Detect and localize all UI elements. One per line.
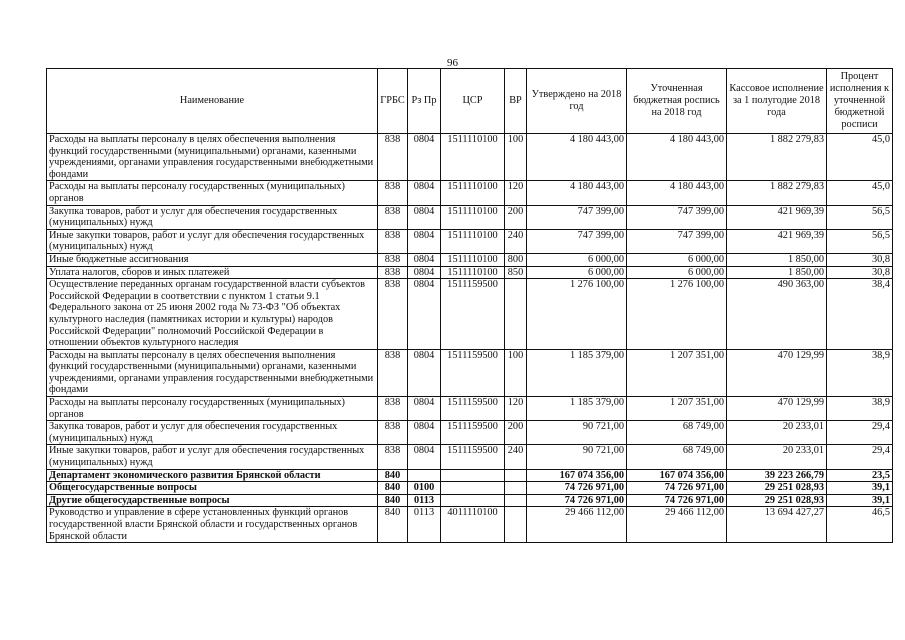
cell-rzpr: 0804	[408, 134, 441, 181]
cell-grbs: 840	[378, 469, 408, 482]
cell-refined: 167 074 356,00	[627, 469, 727, 482]
table-row	[47, 482, 893, 495]
table-row	[47, 397, 893, 421]
cell-csr: 1511110100	[441, 205, 505, 229]
cell-cash: 421 969,39	[727, 205, 827, 229]
table-row	[47, 421, 893, 445]
cell-csr: 1511159500	[441, 397, 505, 421]
cell-rzpr	[408, 469, 441, 482]
cell-grbs: 838	[378, 266, 408, 279]
cell-refined: 6 000,00	[627, 253, 727, 266]
cell-rzpr: 0804	[408, 253, 441, 266]
cell-name: Иные закупки товаров, работ и услуг для обеспечения государственных (муниципальных) нужд	[47, 229, 378, 253]
cell-vr	[505, 494, 527, 507]
cell-rzpr: 0804	[408, 349, 441, 396]
table-row	[47, 349, 893, 396]
cell-approved: 4 180 443,00	[527, 181, 627, 205]
cell-refined: 1 276 100,00	[627, 279, 727, 350]
cell-percent: 45,0	[827, 181, 893, 205]
cell-name: Осуществление переданных органам государственной власти субъектов Российской Федерации в соответствии с пунктом 1 статьи 9.1 Федерального закона от 25 июня 2002 года № 73-ФЗ "Об объектах культурного наследия (памятниках истории и культуры) народов Российской Федерации" полномочий Российской Федерации в отношении объектов культурного наследия	[47, 279, 378, 350]
cell-refined: 68 749,00	[627, 445, 727, 469]
cell-approved: 90 721,00	[527, 421, 627, 445]
cell-cash: 13 694 427,27	[727, 507, 827, 543]
cell-name: Уплата налогов, сборов и иных платежей	[47, 266, 378, 279]
header-approved: Утверждено на 2018 год	[527, 69, 627, 134]
cell-vr	[505, 482, 527, 495]
cell-grbs: 840	[378, 507, 408, 543]
cell-percent: 46,5	[827, 507, 893, 543]
cell-rzpr: 0804	[408, 266, 441, 279]
table-row	[47, 181, 893, 205]
cell-name: Расходы на выплаты персоналу в целях обеспечения выполнения функций государственными (муниципальными) органами, казенными учреждениями, органами управления государственными внебюджетными фондами	[47, 134, 378, 181]
cell-percent: 38,4	[827, 279, 893, 350]
cell-csr: 1511110100	[441, 134, 505, 181]
cell-vr	[505, 279, 527, 350]
cell-approved: 6 000,00	[527, 266, 627, 279]
cell-name: Расходы на выплаты персоналу государственных (муниципальных) органов	[47, 397, 378, 421]
cell-rzpr: 0100	[408, 482, 441, 495]
cell-percent: 38,9	[827, 397, 893, 421]
cell-percent: 56,5	[827, 229, 893, 253]
cell-csr: 1511110100	[441, 266, 505, 279]
cell-refined: 747 399,00	[627, 205, 727, 229]
cell-csr: 1511110100	[441, 229, 505, 253]
cell-grbs: 840	[378, 482, 408, 495]
cell-grbs: 838	[378, 253, 408, 266]
header-vr: ВР	[505, 69, 527, 134]
table-row	[47, 134, 893, 181]
cell-rzpr: 0804	[408, 205, 441, 229]
cell-percent: 45,0	[827, 134, 893, 181]
header-refined: Уточненная бюджетная роспись на 2018 год	[627, 69, 727, 134]
cell-rzpr: 0804	[408, 229, 441, 253]
cell-name: Другие общегосударственные вопросы	[47, 494, 378, 507]
cell-approved: 74 726 971,00	[527, 494, 627, 507]
cell-name: Закупка товаров, работ и услуг для обеспечения государственных (муниципальных) нужд	[47, 421, 378, 445]
cell-name: Расходы на выплаты персоналу государственных (муниципальных) органов	[47, 181, 378, 205]
cell-refined: 1 207 351,00	[627, 349, 727, 396]
cell-refined: 29 466 112,00	[627, 507, 727, 543]
table-row	[47, 507, 893, 543]
cell-cash: 20 233,01	[727, 421, 827, 445]
table-header-row	[47, 69, 893, 134]
cell-cash: 1 882 279,83	[727, 181, 827, 205]
cell-csr: 1511159500	[441, 349, 505, 396]
cell-grbs: 838	[378, 134, 408, 181]
header-name: Наименование	[47, 69, 378, 134]
header-cash: Кассовое исполнение за 1 полугодие 2018 года	[727, 69, 827, 134]
cell-grbs: 838	[378, 397, 408, 421]
cell-name: Руководство и управление в сфере установленных функций органов государственной власти Брянской области и государственных органов Брянской области	[47, 507, 378, 543]
cell-cash: 29 251 028,93	[727, 482, 827, 495]
cell-refined: 74 726 971,00	[627, 494, 727, 507]
cell-csr: 1511159500	[441, 445, 505, 469]
cell-name: Закупка товаров, работ и услуг для обеспечения государственных (муниципальных) нужд	[47, 205, 378, 229]
cell-approved: 6 000,00	[527, 253, 627, 266]
cell-csr: 1511110100	[441, 181, 505, 205]
cell-grbs: 840	[378, 494, 408, 507]
cell-approved: 29 466 112,00	[527, 507, 627, 543]
cell-cash: 39 223 266,79	[727, 469, 827, 482]
cell-percent: 23,5	[827, 469, 893, 482]
cell-grbs: 838	[378, 205, 408, 229]
cell-rzpr: 0113	[408, 494, 441, 507]
cell-percent: 30,8	[827, 253, 893, 266]
cell-cash: 20 233,01	[727, 445, 827, 469]
cell-vr: 200	[505, 421, 527, 445]
cell-csr: 1511159500	[441, 421, 505, 445]
cell-cash: 490 363,00	[727, 279, 827, 350]
cell-grbs: 838	[378, 181, 408, 205]
cell-rzpr: 0804	[408, 279, 441, 350]
cell-grbs: 838	[378, 445, 408, 469]
cell-approved: 1 185 379,00	[527, 397, 627, 421]
table-row	[47, 205, 893, 229]
cell-rzpr: 0804	[408, 181, 441, 205]
table-row	[47, 279, 893, 350]
cell-percent: 39,1	[827, 494, 893, 507]
cell-cash: 29 251 028,93	[727, 494, 827, 507]
header-percent: Процент исполнения к уточненной бюджетной росписи	[827, 69, 893, 134]
cell-vr: 120	[505, 397, 527, 421]
cell-rzpr: 0804	[408, 445, 441, 469]
cell-rzpr: 0804	[408, 421, 441, 445]
cell-refined: 1 207 351,00	[627, 397, 727, 421]
cell-rzpr: 0113	[408, 507, 441, 543]
cell-percent: 38,9	[827, 349, 893, 396]
cell-cash: 1 850,00	[727, 253, 827, 266]
cell-cash: 1 882 279,83	[727, 134, 827, 181]
page-number: 96	[447, 57, 458, 69]
cell-vr	[505, 507, 527, 543]
cell-cash: 421 969,39	[727, 229, 827, 253]
cell-refined: 747 399,00	[627, 229, 727, 253]
cell-cash: 470 129,99	[727, 397, 827, 421]
cell-approved: 1 276 100,00	[527, 279, 627, 350]
table-row	[47, 229, 893, 253]
cell-name: Расходы на выплаты персоналу в целях обеспечения выполнения функций государственными (муниципальными) органами, казенными учреждениями, органами управления государственными внебюджетными фондами	[47, 349, 378, 396]
cell-vr: 850	[505, 266, 527, 279]
cell-grbs: 838	[378, 229, 408, 253]
cell-approved: 4 180 443,00	[527, 134, 627, 181]
cell-vr: 800	[505, 253, 527, 266]
table-row	[47, 494, 893, 507]
cell-approved: 90 721,00	[527, 445, 627, 469]
cell-vr: 240	[505, 445, 527, 469]
cell-csr: 1511159500	[441, 279, 505, 350]
cell-vr: 100	[505, 134, 527, 181]
cell-cash: 470 129,99	[727, 349, 827, 396]
cell-grbs: 838	[378, 349, 408, 396]
cell-refined: 68 749,00	[627, 421, 727, 445]
cell-approved: 747 399,00	[527, 229, 627, 253]
header-csr: ЦСР	[441, 69, 505, 134]
cell-name: Общегосударственные вопросы	[47, 482, 378, 495]
header-rzpr: Рз Пр	[408, 69, 441, 134]
cell-percent: 30,8	[827, 266, 893, 279]
cell-percent: 39,1	[827, 482, 893, 495]
table-row	[47, 266, 893, 279]
cell-approved: 167 074 356,00	[527, 469, 627, 482]
cell-refined: 6 000,00	[627, 266, 727, 279]
cell-vr	[505, 469, 527, 482]
cell-cash: 1 850,00	[727, 266, 827, 279]
cell-rzpr: 0804	[408, 397, 441, 421]
cell-vr: 120	[505, 181, 527, 205]
cell-refined: 4 180 443,00	[627, 134, 727, 181]
cell-name: Иные бюджетные ассигнования	[47, 253, 378, 266]
cell-refined: 74 726 971,00	[627, 482, 727, 495]
cell-percent: 29,4	[827, 445, 893, 469]
cell-csr: 4011110100	[441, 507, 505, 543]
cell-percent: 29,4	[827, 421, 893, 445]
cell-vr: 100	[505, 349, 527, 396]
cell-grbs: 838	[378, 421, 408, 445]
cell-name: Иные закупки товаров, работ и услуг для обеспечения государственных (муниципальных) нужд	[47, 445, 378, 469]
cell-name: Департамент экономического развития Брянской области	[47, 469, 378, 482]
cell-csr	[441, 494, 505, 507]
cell-csr: 1511110100	[441, 253, 505, 266]
cell-csr	[441, 482, 505, 495]
table-row	[47, 445, 893, 469]
cell-refined: 4 180 443,00	[627, 181, 727, 205]
header-grbs: ГРБС	[378, 69, 408, 134]
cell-approved: 74 726 971,00	[527, 482, 627, 495]
cell-grbs: 838	[378, 279, 408, 350]
table-row	[47, 253, 893, 266]
budget-table	[46, 68, 893, 543]
cell-vr: 240	[505, 229, 527, 253]
table-row	[47, 469, 893, 482]
cell-percent: 56,5	[827, 205, 893, 229]
cell-vr: 200	[505, 205, 527, 229]
cell-approved: 1 185 379,00	[527, 349, 627, 396]
cell-approved: 747 399,00	[527, 205, 627, 229]
cell-csr	[441, 469, 505, 482]
